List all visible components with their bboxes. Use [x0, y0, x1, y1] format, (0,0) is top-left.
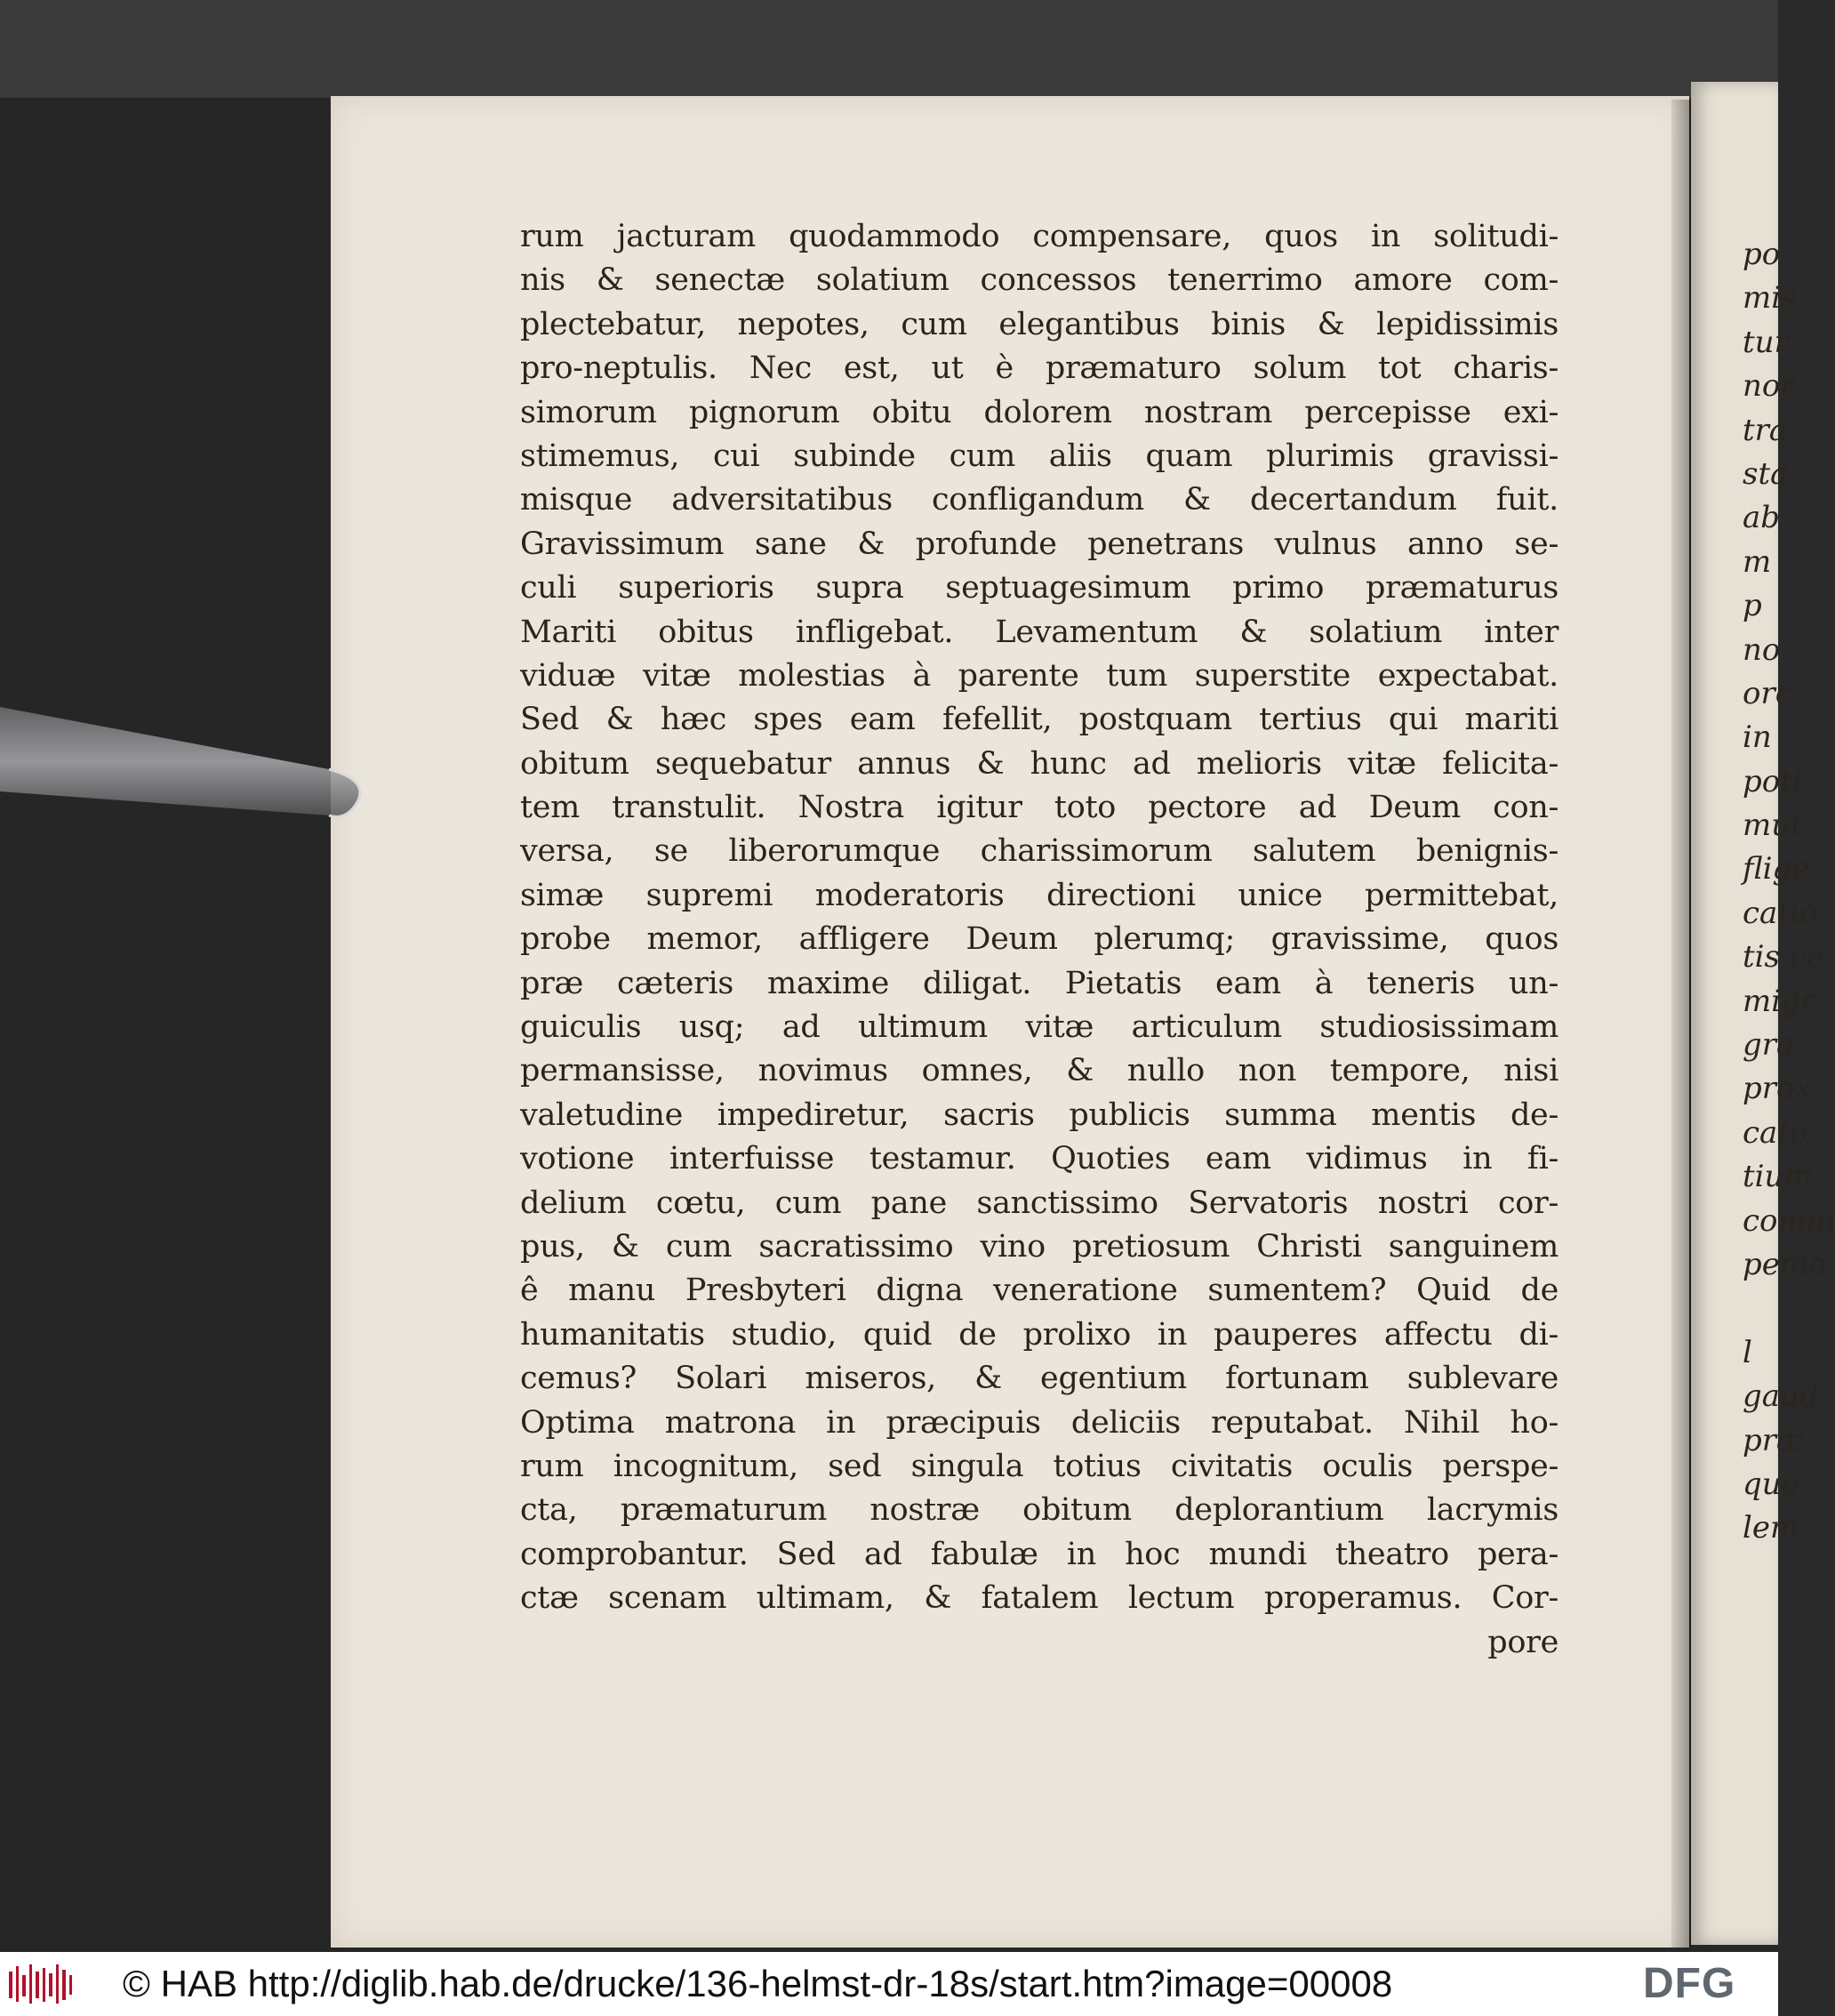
facing-page-fragment: gaud [1743, 1378, 1819, 1415]
text-line: versa, se liberorumque charissimorum salutem benignis- [520, 833, 1559, 870]
text-line: stimemus, cui subinde cum aliis quam plurimis gravissi- [520, 438, 1559, 474]
facing-page-fragment: præ [1743, 1422, 1805, 1458]
facing-page-fragment: flige [1743, 851, 1810, 888]
facing-page-fragment: sta [1743, 455, 1789, 492]
text-line: valetudine impediretur, sacris publicis summa mentis de- [520, 1096, 1559, 1133]
page-text-block [520, 215, 1559, 1665]
facing-page-fragment: p [1743, 588, 1762, 624]
facing-page-fragment: ab [1743, 500, 1781, 536]
facing-page-fragment: l [1743, 1334, 1752, 1370]
text-line: probe memor, affligere Deum plerumq; gravissime, quos [520, 921, 1559, 958]
facing-page-fragment: nor [1743, 368, 1795, 405]
facing-page-fragment: tium [1743, 1159, 1813, 1195]
facing-page-fragment: lem [1743, 1510, 1799, 1546]
text-line: pro-neptulis. Nec est, ut è præmaturo solum tot charis- [520, 350, 1559, 387]
backdrop-top-band [0, 0, 1778, 98]
text-line: pus, & cum sacratissimo vino pretiosum Christi sanguinem [520, 1228, 1559, 1265]
text-line: humanitatis studio, quid de prolixo in pauperes affectu di- [520, 1316, 1559, 1353]
text-line: nis & senectæ solatium concessos tenerrimo amore com- [520, 262, 1559, 299]
footer-copyright-url: © HAB http://diglib.hab.de/drucke/136-helmst-dr-18s/start.htm?image=00008 [123, 1963, 1393, 2004]
text-line: misque adversitatibus confligandum & decertandum fuit. [520, 482, 1559, 518]
text-line: viduæ vitæ molestias à parente tum superstite expectabat. [520, 657, 1559, 694]
text-line: simæ supremi moderatoris directioni unice permittebat, [520, 877, 1559, 913]
text-line: Optima matrona in præcipuis deliciis reputabat. Nihil ho- [520, 1404, 1559, 1441]
dfg-logo: DFG [1643, 1960, 1736, 2007]
text-line: præ cæteris maxime diligat. Pietatis eam à teneris un- [520, 965, 1559, 1001]
book-page [331, 96, 1689, 1948]
facing-page-fragment: pemo [1743, 1246, 1827, 1282]
facing-page-fragment: catio [1743, 895, 1818, 931]
text-line: cta, præmaturum nostræ obitum deplorantium lacrymis [520, 1492, 1559, 1529]
facing-page-fragment: po [1743, 237, 1781, 272]
text-line: plectebatur, nepotes, cum elegantibus binis & lepidissimis [520, 306, 1559, 342]
facing-page-fragment: migr [1743, 983, 1815, 1019]
facing-page-fragment: cato [1743, 1114, 1808, 1151]
facing-page-fragment: orc [1743, 675, 1792, 711]
facing-page-fragments [1743, 233, 1835, 1551]
text-line: ê manu Presbyteri digna veneratione sumentem? Quid de [520, 1273, 1559, 1309]
facing-page-fragment [1743, 1287, 1778, 1330]
facing-page-fragment: tis ce [1743, 939, 1824, 976]
facing-page-fragment: tur [1743, 324, 1789, 360]
facing-page-fragment: comm [1743, 1202, 1835, 1239]
text-line: delium cœtu, cum pane sanctissimo Servatoris nostri cor- [520, 1185, 1559, 1221]
text-line: votione interfuisse testamur. Quoties eam vidimus in fi- [520, 1141, 1559, 1177]
facing-page-fragment: tra [1743, 412, 1788, 448]
facing-page-fragment: gra [1743, 1027, 1795, 1064]
facing-page-fragment: quo [1743, 1466, 1800, 1502]
catchword: pore [1487, 1624, 1559, 1660]
text-line: Mariti obitus infligebat. Levamentum & solatium inter [520, 614, 1559, 650]
facing-page-fragment: prox [1743, 1071, 1812, 1107]
text-line: rum incognitum, sed singula totius civitatis oculis perspe- [520, 1448, 1559, 1484]
facing-page-fragment: no [1743, 631, 1781, 668]
text-line: obitum sequebatur annus & hunc ad melioris vitæ felicita- [520, 745, 1559, 782]
facing-page-fragment: mis [1743, 280, 1797, 317]
text-line: rum jacturam quodammodo compensare, quos in solitudi- [520, 219, 1559, 254]
facing-page-fragment: m [1743, 543, 1772, 580]
facing-page-fragment: in [1743, 719, 1772, 756]
facing-page-fragment: mut [1743, 807, 1803, 844]
text-line: guiculis usq; ad ultimum vitæ articulum studiosissimam [520, 1009, 1559, 1046]
text-line: permansisse, novimus omnes, & nullo non tempore, nisi [520, 1053, 1559, 1089]
page-gutter-shadow [1671, 100, 1691, 1948]
text-line: tem transtulit. Nostra igitur toto pectore ad Deum con- [520, 790, 1559, 826]
text-line: Gravissimum sane & profunde penetrans vulnus anno se- [520, 526, 1559, 562]
facing-page-fragment: poti [1743, 763, 1802, 799]
text-line: culi superioris supra septuagesimum primo præmaturus [520, 570, 1559, 606]
hab-barcode-logo-icon [9, 1963, 78, 2005]
text-line: Sed & hæc spes eam fefellit, postquam tertius qui mariti [520, 702, 1559, 738]
text-line: ctæ scenam ultimam, & fatalem lectum properamus. Cor- [520, 1580, 1559, 1617]
text-line: comprobantur. Sed ad fabulæ in hoc mundi theatro pera- [520, 1536, 1559, 1572]
facing-page-edge [1691, 82, 1835, 1945]
text-line: simorum pignorum obitu dolorem nostram percepisse exi- [520, 394, 1559, 430]
page-holder-pointer-icon [0, 698, 369, 831]
footer-bar [0, 1952, 1778, 2016]
text-line: cemus? Solari miseros, & egentium fortunam sublevare [520, 1361, 1559, 1397]
